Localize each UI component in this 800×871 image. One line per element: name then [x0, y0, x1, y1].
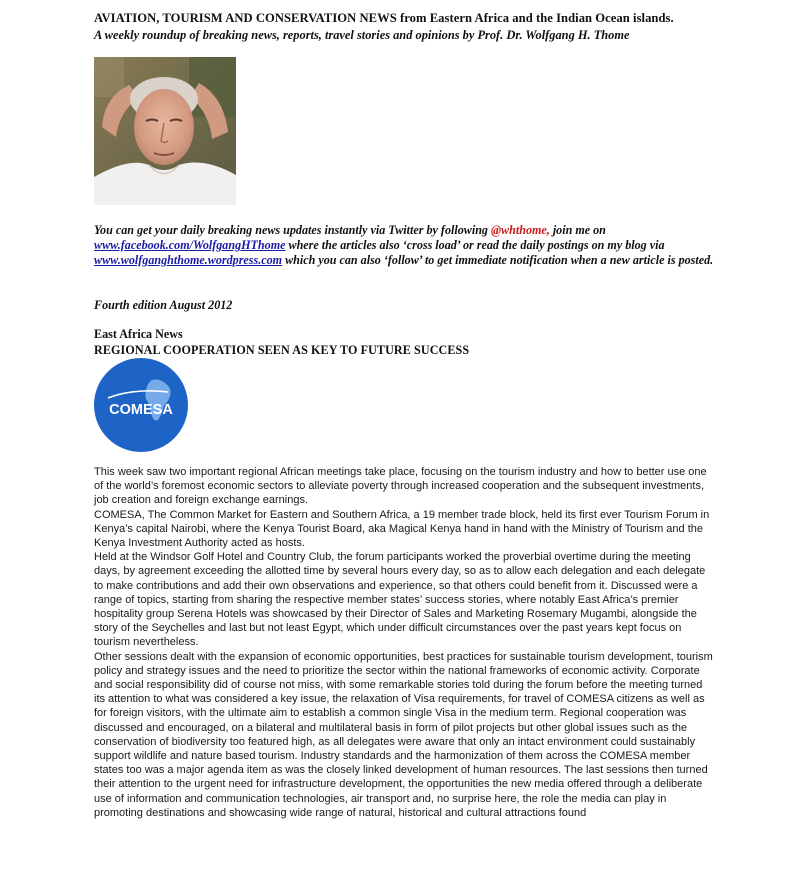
section-label: East Africa News [94, 327, 183, 341]
blog-link[interactable]: www.wolfganghthome.wordpress.com [94, 253, 283, 267]
author-portrait-image [94, 57, 236, 205]
social-text-2: join me on [549, 223, 606, 237]
social-text-4: which you can also ‘follow’ to get immediate notification when a new article is posted. [282, 253, 714, 267]
article-paragraph: Held at the Windsor Golf Hotel and Country Club, the forum participants worked the proverbial overtime during the meeting days, by agreement exceeding the allotted time by several hours every day, so as to allow each delegation and each delegate to make contributions and add their own observations and experience, so that others could benefit from it. Discussed were a range of topics, starting from sharing the respective member states’ success stories, where notably East Africa’s premier hospitality group Serena Hotels was showcased by their Director of Sales and Marketing Rosemary Mugambi, alongside the story of the Seychelles and last but not least Egypt, which under difficult circumstances over the past years kept focus on tourism nevertheless. [94, 551, 706, 649]
facebook-link[interactable]: www.facebook.com/WolfgangHThome [94, 238, 286, 252]
newsletter-title: AVIATION, TOURISM AND CONSERVATION NEWS from Eastern Africa and the Indian Ocean islands. [94, 11, 674, 25]
comesa-logo [94, 358, 188, 452]
author-photo [94, 57, 236, 205]
article-paragraph: Other sessions dealt with the expansion of economic opportunities, best practices for sustainable tourism development, tourism policy and strategy issues and the need to prioritize the sector within the national frameworks of economic activity. Corporate and social responsibility did of course not miss, with some remarkable stories told during the forum before the meeting turned its attention to what was considered a key issue, the relaxation of Visa requirements, for travel of COMESA citizens as well as for foreign visitors, with the ultimate aim to establish a common single Visa in the medium term. Regional cooperation was discussed and encouraged, on a bilateral and multilateral basis in form of pilot projects but other global issues such as the conservation of biodiversity too featured high, as all delegates were aware that only an intact environment could sustainably support wildlife and nature based tourism. Industry standards and the harmonization of them across the COMESA member states too was a major agenda item as was the closely linked development of human resources. The last sessions then turned their attention to the urgent need for infrastructure development, the opportunities the new media offered through a deliberate use of information and communication technologies, air transport and, no surprise here, the role the media can play in promoting destinations and showcasing wide range of natural, historical and cultural attractions found [94, 650, 713, 819]
logo-text: COMESA [109, 402, 173, 418]
social-text-3: where the articles also ‘cross load’ or read the daily postings on my blog via [285, 238, 665, 252]
social-follow-paragraph [94, 223, 734, 268]
newsletter-subtitle: A weekly roundup of breaking news, reports, travel stories and opinions by Prof. Dr. Wolfgang H. Thome [94, 28, 630, 42]
article-body [94, 465, 714, 820]
article-paragraph: COMESA, The Common Market for Eastern and Southern Africa, a 19 member trade block, held its first ever Tourism Forum in Kenya’s capital Nairobi, where the Kenya Tourist Board, aka Magical Kenya hand in hand with the Ministry of Tourism and the Kenya Investment Authority acted as hosts. [94, 508, 710, 550]
twitter-handle[interactable]: @whthome, [491, 223, 550, 237]
article-paragraph: This week saw two important regional African meetings take place, focusing on the tourism industry and how to better use one of the world’s foremost economic sectors to alleviate poverty through increased cooperation and the subsequent investments, job creation and foreign exchange earnings. [94, 466, 707, 507]
article-headline: REGIONAL COOPERATION SEEN AS KEY TO FUTURE SUCCESS [94, 343, 470, 357]
comesa-logo-image [94, 358, 188, 452]
edition-label: Fourth edition August 2012 [94, 298, 233, 312]
social-text-1: You can get your daily breaking news updates instantly via Twitter by following [94, 223, 491, 237]
